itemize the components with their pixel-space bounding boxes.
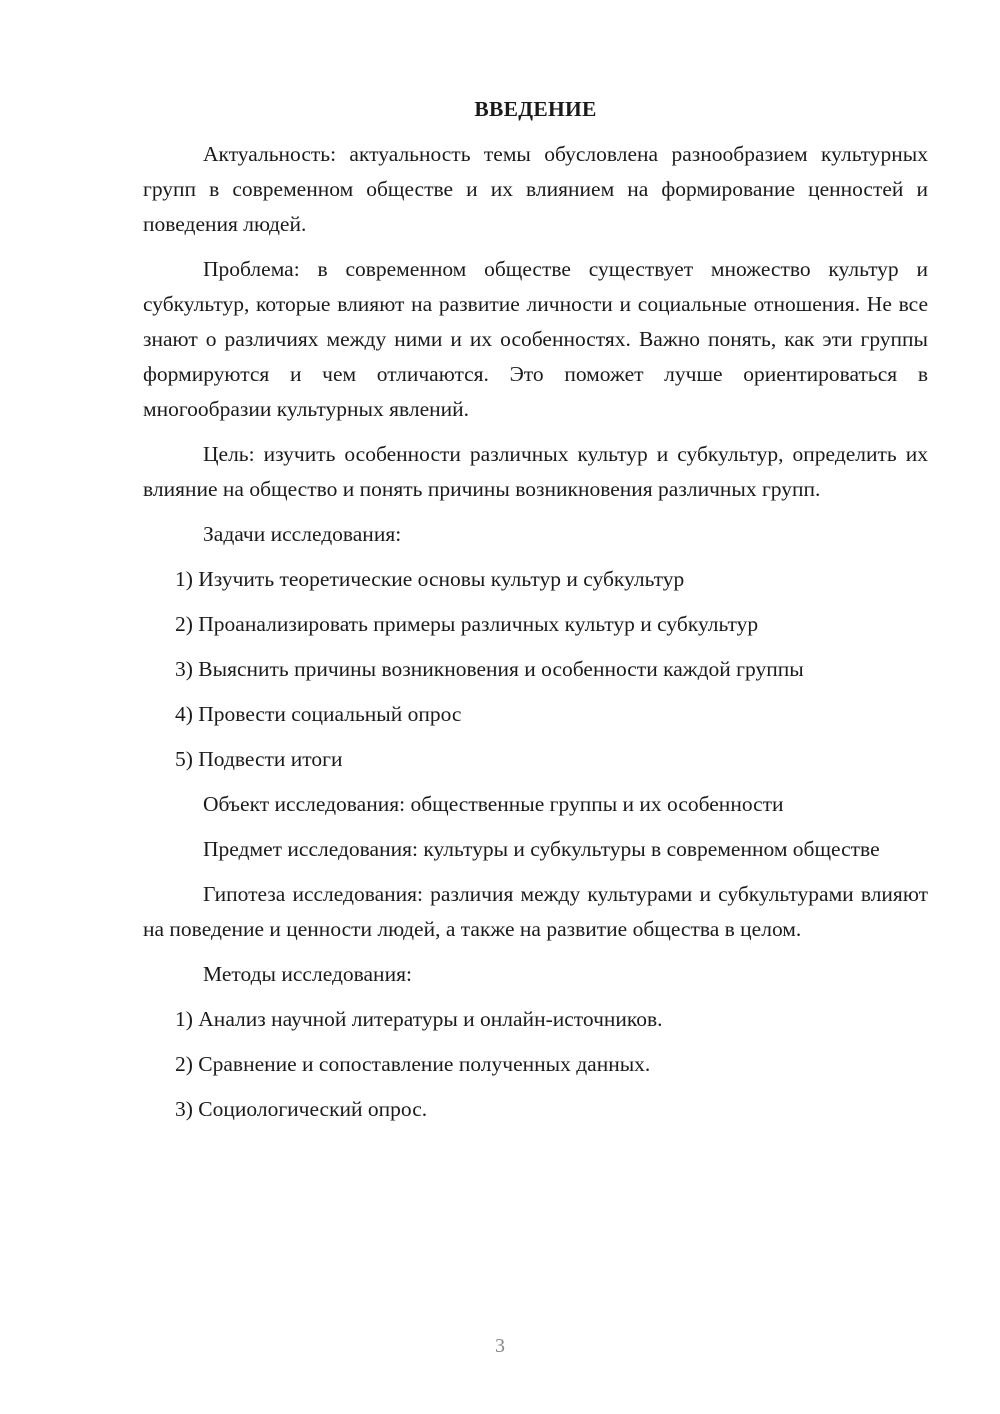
list-item: 2) Сравнение и сопоставление полученных данных. [175, 1052, 651, 1076]
relevance-paragraph: Актуальность: актуальность темы обусловлена разнообразием культурных групп в современном обществе и их влиянием на формирование ценностей и поведения людей. [143, 142, 928, 236]
list-item: 3) Выяснить причины возникновения и особенности каждой группы [175, 657, 804, 681]
methods-list [143, 1002, 928, 1127]
methods-heading: Методы исследования: [203, 962, 412, 986]
tasks-heading: Задачи исследования: [203, 522, 402, 546]
list-item: 3) Социологический опрос. [175, 1097, 428, 1121]
page-number: 3 [495, 1335, 505, 1357]
goal-paragraph: Цель: изучить особенности различных культур и субкультур, определить их влияние на общество и понять причины возникновения различных групп. [143, 442, 928, 501]
object-paragraph: Объект исследования: общественные группы и их особенности [203, 792, 784, 816]
list-item: 1) Анализ научной литературы и онлайн-источников. [175, 1007, 663, 1031]
list-item: 1) Изучить теоретические основы культур и субкультур [175, 567, 685, 591]
list-item: 2) Проанализировать примеры различных культур и субкультур [175, 612, 759, 636]
list-item: 4) Провести социальный опрос [175, 702, 462, 726]
document-page [143, 92, 928, 1137]
tasks-list [143, 562, 928, 777]
subject-paragraph: Предмет исследования: культуры и субкультуры в современном обществе [203, 837, 880, 861]
list-item: 5) Подвести итоги [175, 747, 343, 771]
hypothesis-paragraph: Гипотеза исследования: различия между культурами и субкультурами влияют на поведение и ценности людей, а также на развитие общества в целом. [143, 882, 928, 941]
problem-paragraph: Проблема: в современном обществе существует множество культур и субкультур, которые влияют на развитие личности и социальные отношения. Не все знают о различиях между ними и их особенностях. Важно понять, как эти группы формируются и чем отличаются. Это поможет лучше ориентироваться в многообразии культурных явлений. [143, 257, 928, 421]
page-title: ВВЕДЕНИЕ [474, 97, 597, 121]
